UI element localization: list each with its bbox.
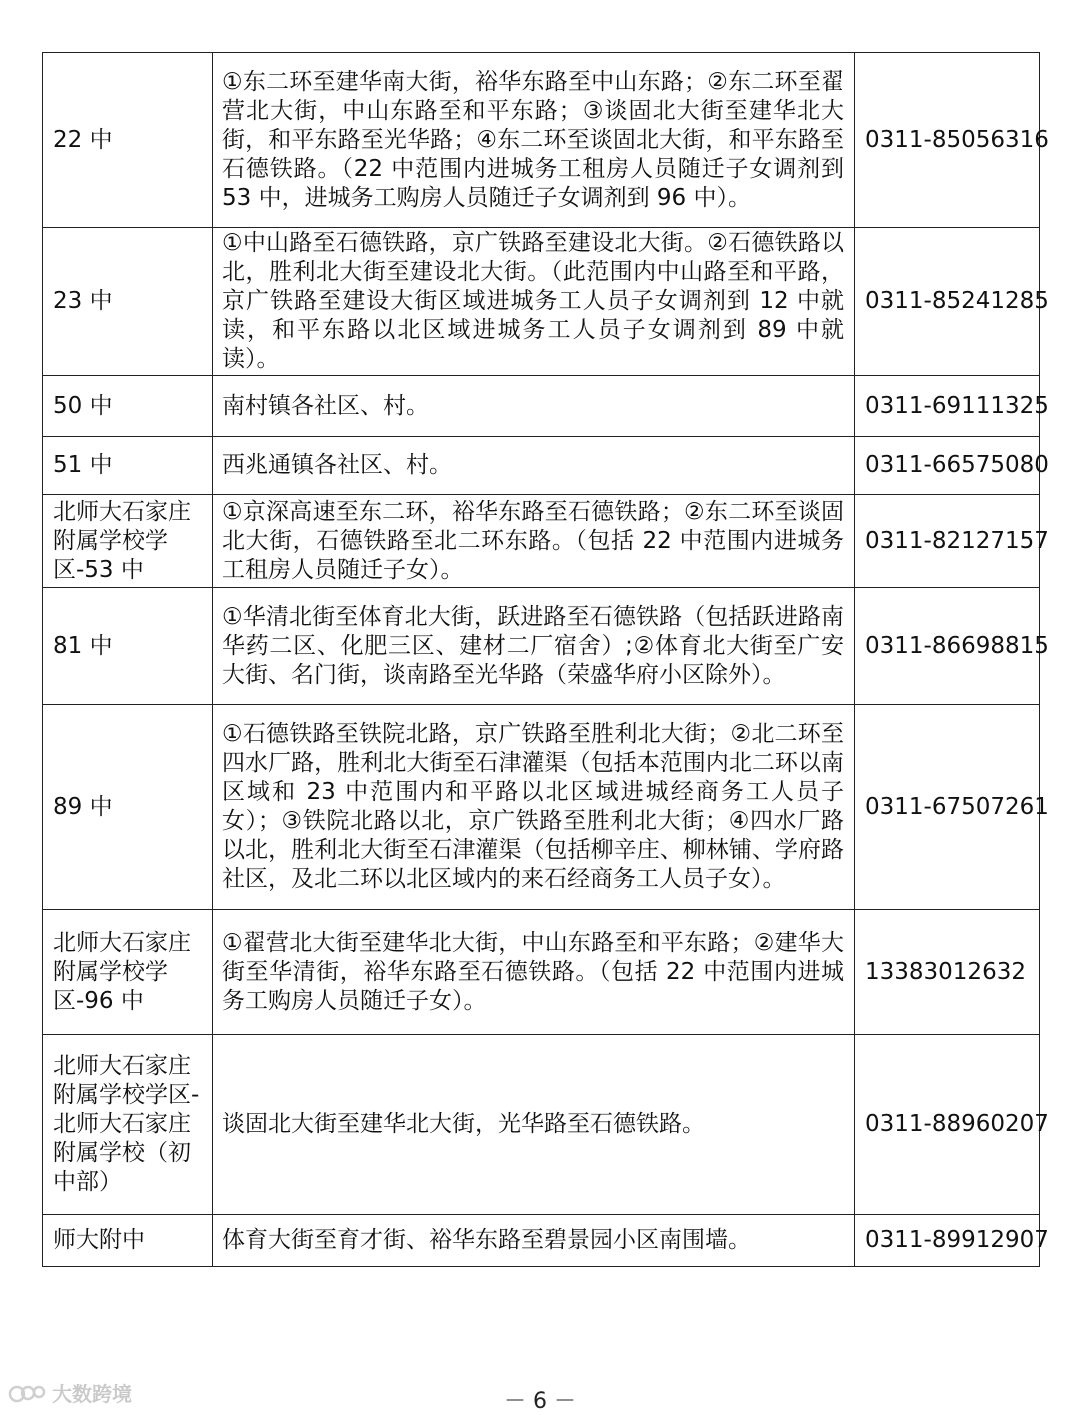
area-description-cell [213, 495, 855, 588]
school-name: 50 中 [53, 392, 113, 419]
phone-number: 0311-89912907 [865, 1227, 1049, 1253]
school-name-cell [43, 910, 213, 1035]
phone-cell [855, 53, 1049, 228]
table-row [43, 705, 1040, 910]
table-row [43, 495, 1040, 588]
school-name-cell [43, 437, 213, 495]
area-description-cell [213, 1035, 855, 1215]
phone-cell [855, 376, 1049, 437]
table-row [43, 228, 1040, 376]
area-description-cell [213, 705, 855, 910]
area-description: 西兆通镇各社区、村。 [222, 452, 452, 478]
table-row [43, 437, 1040, 495]
school-name-cell [43, 705, 213, 910]
school-name: 北师大石家庄附属学校学区-北师大石家庄附属学校（初中部） [53, 1053, 200, 1195]
school-name-cell [43, 1035, 213, 1215]
school-name: 师大附中 [53, 1227, 145, 1253]
area-description-cell [213, 228, 855, 376]
school-name-cell [43, 1215, 213, 1267]
area-description-cell [213, 437, 855, 495]
area-description-cell [213, 1215, 855, 1267]
phone-cell [855, 910, 1040, 1035]
school-name-cell [43, 588, 213, 705]
phone-cell [855, 1215, 1049, 1267]
table-row [43, 1215, 1040, 1267]
page-number: － 6 － [504, 1389, 576, 1414]
school-name: 51 中 [53, 452, 113, 478]
area-description-cell [213, 53, 855, 228]
school-name: 81 中 [53, 632, 113, 659]
phone-cell [855, 588, 1049, 705]
phone-number: 0311-85056316 [865, 126, 1049, 153]
area-description: ①华清北街至体育北大街，跃进路至石德铁路（包括跃进路南华药二区、化肥三区、建材二厂宿舍）;②体育北大街至广安大街、名门街，谈南路至光华路（荣盛华府小区除外）。 [222, 603, 844, 688]
phone-number: 0311-85241285 [865, 288, 1049, 314]
watermark-text: 大数跨境 [52, 1382, 132, 1406]
area-description: ①京深高速至东二环，裕华东路至石德铁路；②东二环至谈固北大街，石德铁路至北二环东路。（包括 22 中范围内进城务工租房人员随迁子女）。 [222, 498, 844, 583]
school-name-cell [43, 495, 213, 588]
table-row [43, 910, 1040, 1035]
school-name: 北师大石家庄附属学校学区-96 中 [53, 929, 191, 1014]
phone-cell [855, 437, 1049, 495]
phone-number: 0311-69111325 [865, 392, 1049, 419]
phone-cell [855, 228, 1049, 376]
school-name-cell [43, 53, 213, 228]
phone-number: 0311-66575080 [865, 452, 1049, 478]
school-name-cell [43, 228, 213, 376]
phone-number: 0311-88960207 [865, 1111, 1049, 1137]
school-name: 22 中 [53, 126, 113, 153]
table-row [43, 53, 1040, 228]
school-name: 89 中 [53, 793, 113, 820]
school-name-cell [43, 376, 213, 437]
area-description-cell [213, 588, 855, 705]
table-row [43, 588, 1040, 705]
school-name: 23 中 [53, 288, 113, 314]
enrollment-area-table [42, 52, 1049, 1267]
table-row [43, 376, 1040, 437]
phone-cell [855, 495, 1049, 588]
area-description-cell [213, 376, 855, 437]
area-description: ①翟营北大街至建华北大街，中山东路至和平东路；②建华大街至华清街，裕华东路至石德铁路。（包括 22 中范围内进城务工购房人员随迁子女）。 [222, 929, 844, 1014]
phone-cell [855, 705, 1049, 910]
table-row [43, 1035, 1040, 1215]
area-description: 谈固北大街至建华北大街，光华路至石德铁路。 [222, 1111, 705, 1137]
school-name: 北师大石家庄附属学校学区-53 中 [53, 498, 191, 583]
area-description: 体育大街至育才街、裕华东路至碧景园小区南围墙。 [222, 1227, 751, 1253]
area-description: ①东二环至建华南大街，裕华东路至中山东路；②东二环至翟营北大街，中山东路至和平东路；③谈固北大街至建华北大街，和平东路至光华路；④东二环至谈固北大街，和平东路至石德铁路。（22 中范围内进城务工租房人员随迁子女调剂到 53 中，进城务工购房人员随迁子女调剂到 96 中）。 [222, 68, 844, 211]
area-description-cell [213, 910, 855, 1035]
phone-number: 0311-82127157 [865, 527, 1049, 554]
area-description: ①石德铁路至铁院北路，京广铁路至胜利北大街；②北二环至四水厂路，胜利北大街至石津灌渠（包括本范围内北二环以南区域和 23 中范围内和平路以北区域进城经商务工人员子女）；③铁院北路以北，京广铁路至胜利北大街；④四水厂路以北，胜利北大街至石津灌渠（包括柳辛庄、柳林铺、学府路社区，及北二环以北区域内的来石经商务工人员子女）。 [222, 721, 844, 892]
phone-number: 0311-86698815 [865, 632, 1049, 659]
phone-number: 0311-67507261 [865, 793, 1049, 820]
area-description: ①中山路至石德铁路，京广铁路至建设北大街。②石德铁路以北，胜利北大街至建设北大街。（此范围内中山路至和平路，京广铁路至建设大街区域进城务工人员子女调剂到 12 中就读，和平东路以北区域进城务工人员子女调剂到 89 中就读）。 [222, 230, 844, 372]
phone-number: 13383012632 [865, 958, 1026, 985]
area-description: 南村镇各社区、村。 [222, 392, 429, 419]
phone-cell [855, 1035, 1049, 1215]
